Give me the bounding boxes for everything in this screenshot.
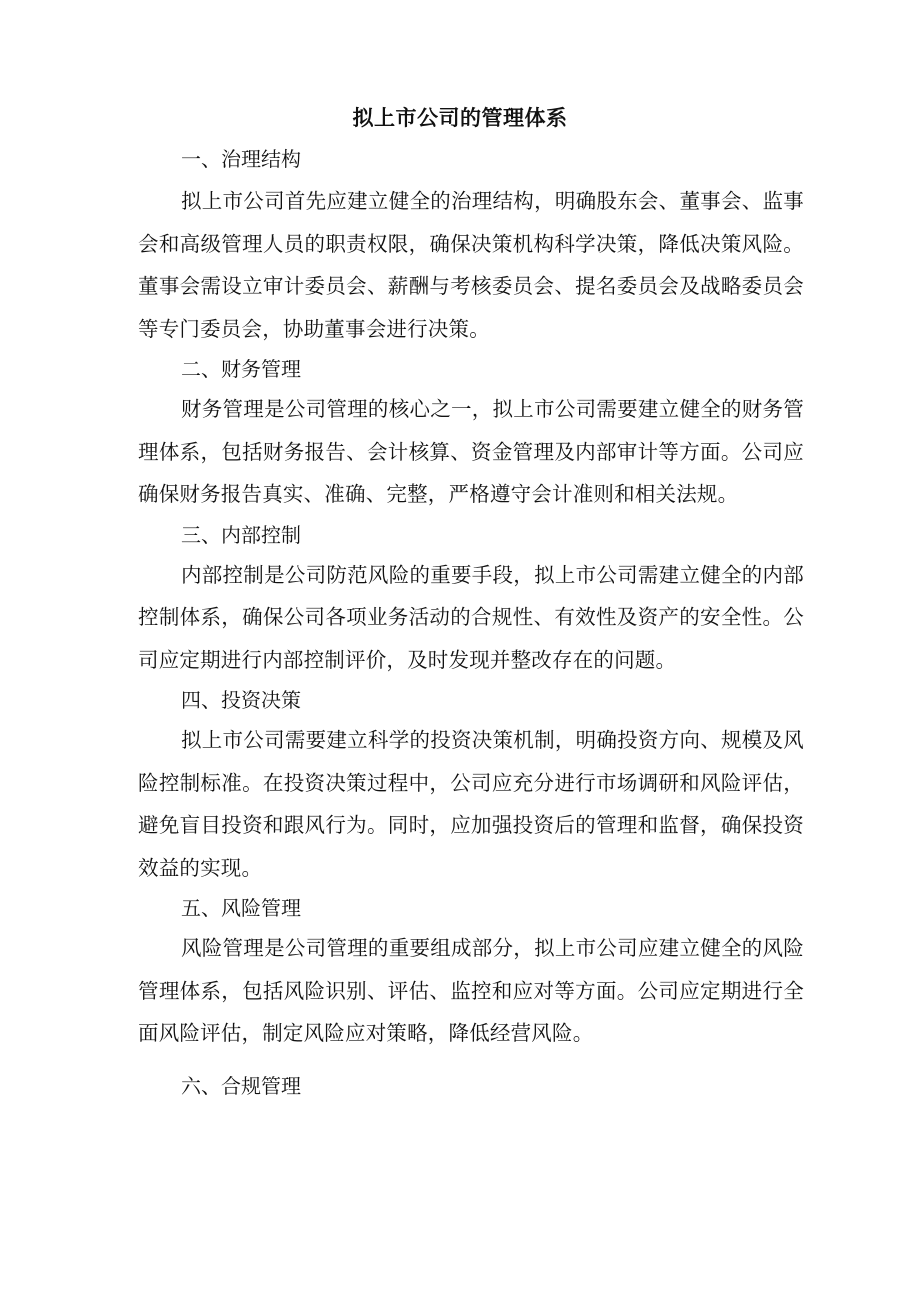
section-heading-finance: 二、财务管理 (181, 357, 301, 381)
document-title: 拟上市公司的管理体系 (352, 106, 568, 130)
section-heading-investment: 四、投资决策 (181, 688, 301, 712)
section-heading-internal-control: 三、内部控制 (181, 522, 301, 547)
section-paragraph-finance: 财务管理是公司管理的核心之一，拟上市公司需要建立健全的财务管理体系，包括财务报告、会计核算、资金管理及内部审计等方面。公司应确保财务报告真实、准确、完整，严格遵守会计准则和相关法规。 (138, 397, 804, 506)
section-heading-governance: 一、治理结构 (181, 147, 301, 171)
section-paragraph-governance: 拟上市公司首先应建立健全的治理结构，明确股东会、董事会、监事会和高级管理人员的职责权限，确保决策机构科学决策，降低决策风险。董事会需设立审计委员会、薪酬与考核委员会、提名委员会及战略委员会等专门委员会，协助董事会进行决策。 (138, 189, 804, 341)
section-paragraph-internal-control: 内部控制是公司防范风险的重要手段，拟上市公司需建立健全的内部控制体系，确保公司各项业务活动的合规性、有效性及资产的安全性。公司应定期进行内部控制评价，及时发现并整改存在的问题。 (138, 562, 804, 672)
section-paragraph-risk: 风险管理是公司管理的重要组成部分，拟上市公司应建立健全的风险管理体系，包括风险识别、评估、监控和应对等方面。公司应定期进行全面风险评估，制定风险应对策略，降低经营风险。 (138, 936, 804, 1045)
section-paragraph-investment: 拟上市公司需要建立科学的投资决策机制，明确投资方向、规模及风险控制标准。在投资决策过程中，公司应充分进行市场调研和风险评估，避免盲目投资和跟风行为。同时，应加强投资后的管理和监督，确保投资效益的实现。 (138, 728, 804, 880)
section-heading-risk: 五、风险管理 (181, 896, 301, 920)
section-heading-compliance: 六、合规管理 (181, 1073, 301, 1098)
document-body (138, 140, 804, 1105)
